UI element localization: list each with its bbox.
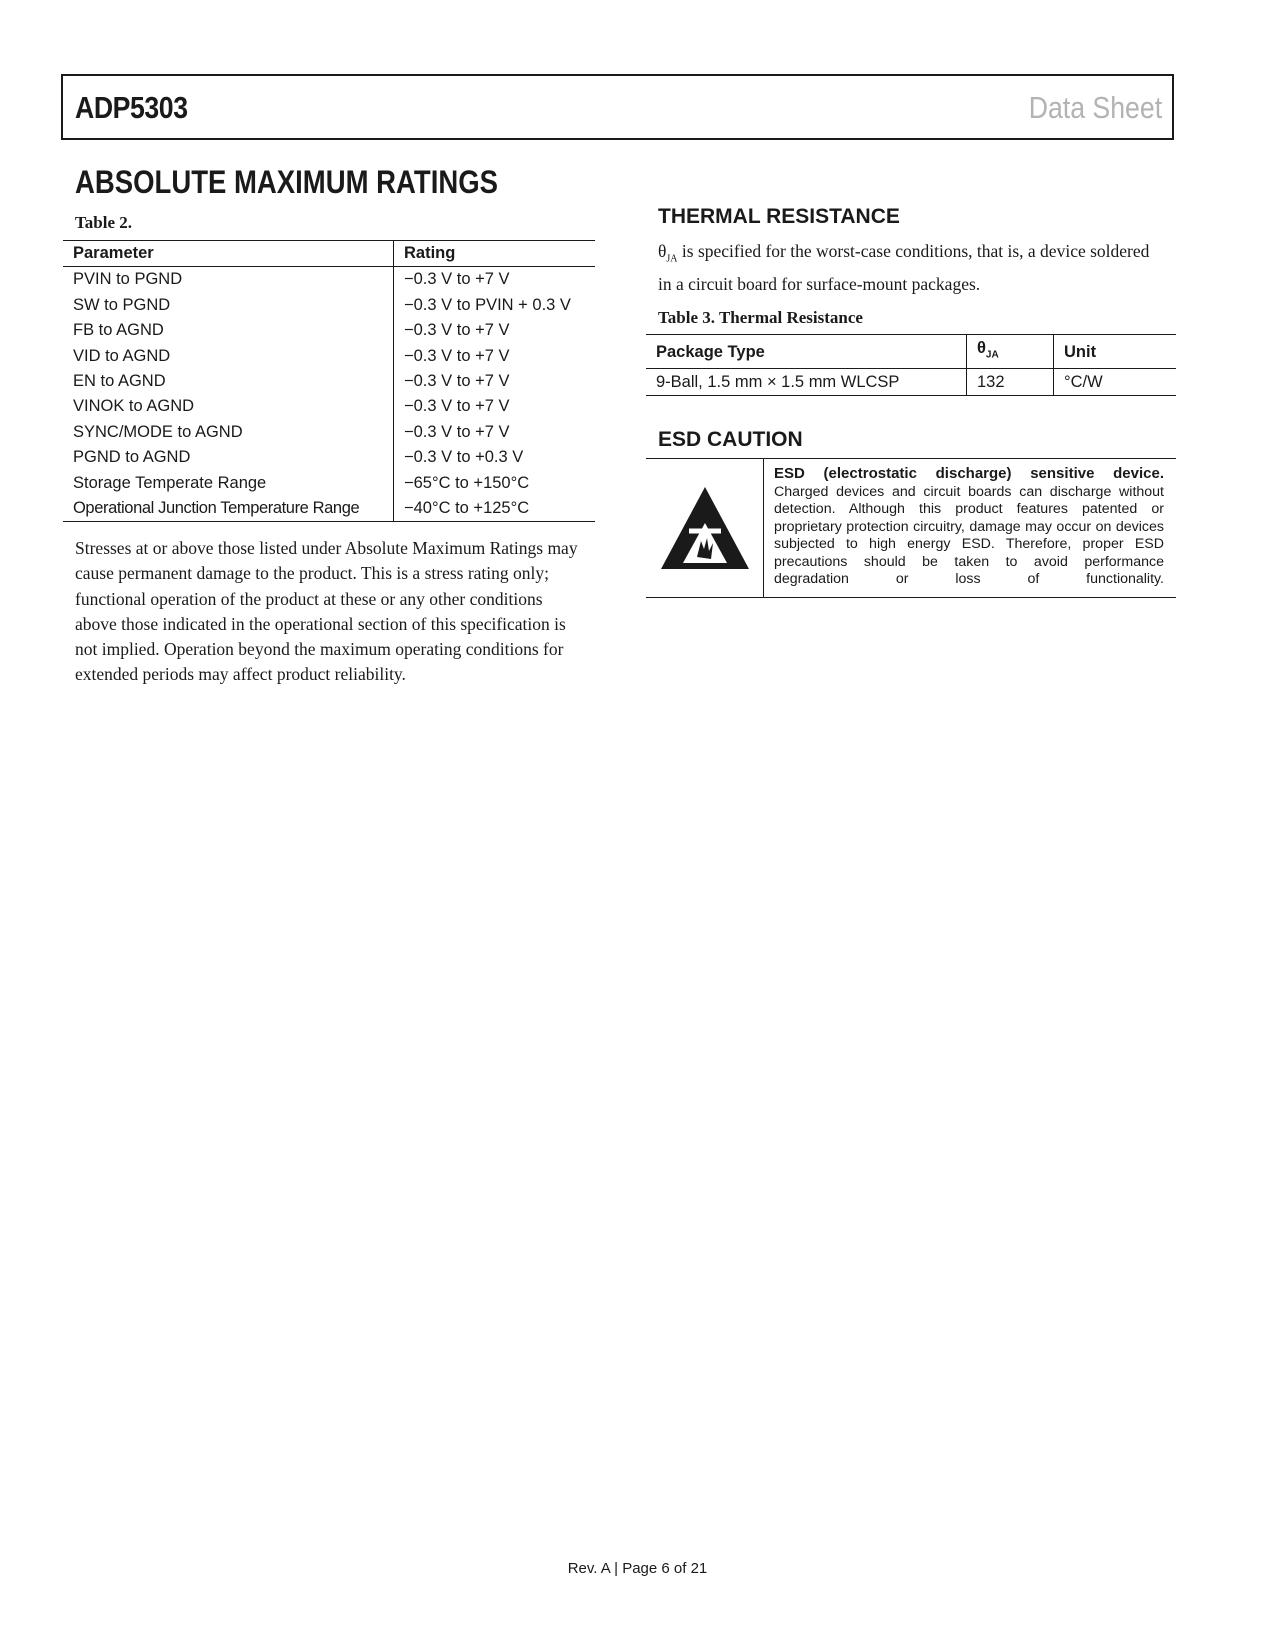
esd-warning-icon	[659, 483, 751, 575]
section-title: ABSOLUTE MAXIMUM RATINGS	[75, 164, 498, 200]
theta-cell: 132	[967, 369, 1054, 396]
column-header: Package Type	[646, 335, 967, 369]
table-header-row	[63, 241, 595, 267]
rating-cell: −0.3 V to PVIN + 0.3 V	[404, 295, 571, 314]
page-footer: Rev. A | Page 6 of 21	[567, 1560, 708, 1577]
esd-title: ESD CAUTION	[658, 428, 803, 451]
table-header-row	[646, 335, 1176, 369]
esd-text	[774, 465, 1164, 589]
table2-caption: Table 2.	[75, 213, 133, 232]
thermal-description-text: is specified for the worst-case conditions, that is, a device soldered in a circuit board for surface-mount packages.	[658, 241, 1150, 294]
stress-note: Stresses at or above those listed under Absolute Maximum Ratings may cause permanent damage to the product. This is a stress rating only; functional operation of the product at these or any other conditions above those indicated in the operational section of this specification is not implied. Operation beyond the maximum operating conditions for extended periods may affect product reliability.	[75, 538, 578, 685]
param-cell: PGND to AGND	[63, 445, 394, 470]
thermal-title: THERMAL RESISTANCE	[658, 205, 900, 228]
table-row	[63, 471, 595, 496]
table-row	[63, 496, 595, 522]
param-cell: VID to AGND	[63, 344, 394, 369]
table-row	[63, 344, 595, 369]
doc-type: Data Sheet	[1028, 90, 1162, 125]
esd-icon-cell	[646, 459, 764, 597]
theta-subscript: JA	[666, 253, 678, 265]
param-cell: SW to PGND	[63, 293, 394, 318]
rating-cell: −0.3 V to +7 V	[404, 422, 510, 441]
table-row	[646, 369, 1176, 396]
thermal-description	[658, 239, 1158, 297]
package-cell: 9-Ball, 1.5 mm × 1.5 mm WLCSP	[646, 369, 967, 396]
rating-cell: −0.3 V to +0.3 V	[404, 448, 524, 467]
esd-body-text: Charged devices and circuit boards can discharge without detection. Although this product features patented or proprietary protection circuitry, damage may occur on devices subjected to high energy ESD. Therefore, proper ESD precautions should be taken to avoid performance degradation or loss of functionality.	[774, 483, 1164, 587]
rating-cell: −0.3 V to +7 V	[404, 346, 510, 365]
rating-cell: −40°C to +125°C	[394, 496, 596, 522]
table-row	[63, 293, 595, 318]
ratings-table	[63, 240, 595, 522]
thermal-table	[646, 334, 1176, 396]
param-cell: PVIN to PGND	[63, 267, 394, 293]
rating-cell: −0.3 V to +7 V	[404, 372, 510, 391]
param-cell: VINOK to AGND	[63, 394, 394, 419]
column-header: Rating	[394, 241, 596, 267]
esd-caution-box	[646, 458, 1176, 598]
theta-symbol: θ	[658, 241, 667, 261]
page-header	[61, 74, 1174, 140]
param-cell: Operational Junction Temperature Range	[63, 496, 394, 522]
table-row	[63, 369, 595, 394]
column-header	[967, 335, 1054, 369]
table-row	[63, 267, 595, 293]
param-cell: EN to AGND	[63, 369, 394, 394]
rating-cell: −0.3 V to +7 V	[404, 270, 510, 289]
theta-header-subscript: JA	[985, 349, 999, 361]
unit-cell: °C/W	[1054, 369, 1177, 396]
theta-header-symbol: θ	[977, 339, 986, 357]
table3-caption: Table 3. Thermal Resistance	[658, 308, 863, 327]
param-cell: FB to AGND	[63, 318, 394, 343]
column-header: Parameter	[63, 241, 394, 267]
column-header: Unit	[1054, 335, 1177, 369]
table-row	[63, 420, 595, 445]
table-row	[63, 445, 595, 470]
part-number: ADP5303	[75, 90, 188, 125]
rating-cell: −65°C to +150°C	[404, 473, 530, 492]
rating-cell: −0.3 V to +7 V	[404, 397, 510, 416]
param-cell: Storage Temperate Range	[63, 471, 394, 496]
table-row	[63, 394, 595, 419]
esd-bold-text: ESD (electrostatic discharge) sensitive device.	[774, 465, 1164, 482]
table-row	[63, 318, 595, 343]
param-cell: SYNC/MODE to AGND	[63, 420, 394, 445]
rating-cell: −0.3 V to +7 V	[404, 321, 510, 340]
